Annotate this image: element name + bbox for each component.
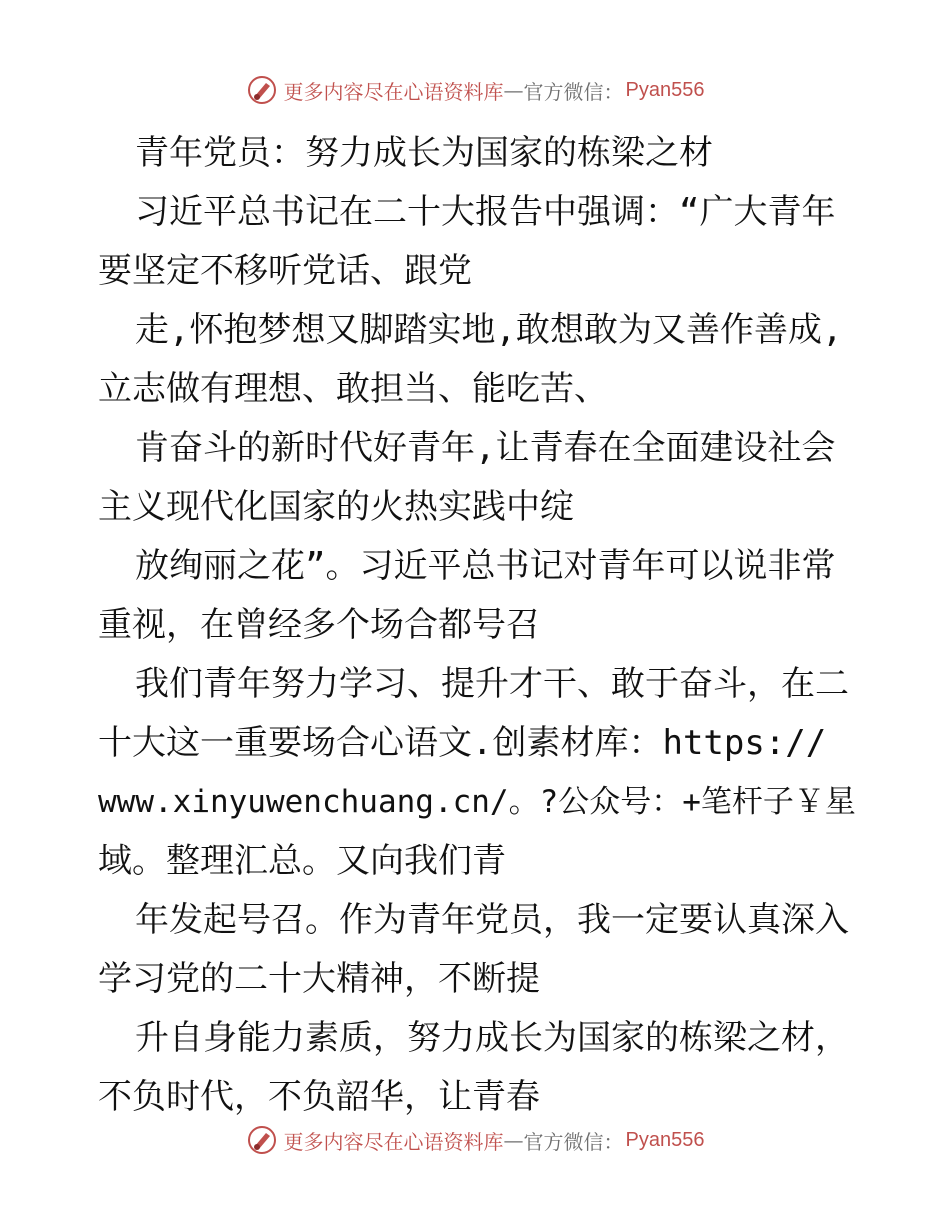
document-body: [98, 124, 858, 1127]
watermark-wechat-id: Pyan556: [625, 78, 705, 101]
text-line: 主义现代化国家的火热实践中绽: [98, 487, 574, 527]
text-line: 域。整理汇总。又向我们青: [98, 841, 506, 881]
text-line: 放绚丽之花”。习近平总书记对青年可以说非常: [135, 546, 836, 586]
watermark-main-text: 更多内容尽在心语资料库: [283, 1129, 504, 1154]
watermark-separator: —: [503, 1128, 524, 1152]
text-line: 青年党员：努力成长为国家的栋梁之材: [135, 133, 713, 173]
text-line: www.xinyuwenchuang.cn/。?公众号：+笔杆子￥星: [98, 784, 856, 820]
footer-watermark: [0, 1120, 950, 1160]
brush-logo-icon: [246, 1124, 278, 1156]
text-line: 升自身能力素质，努力成长为国家的栋梁之材，: [135, 1018, 849, 1058]
text-line: 重视，在曾经多个场合都号召: [98, 605, 540, 645]
watermark-sub-text: 官方微信：: [523, 79, 624, 104]
watermark-wechat-id: Pyan556: [625, 1128, 705, 1151]
text-line: 不负时代，不负韶华，让青春: [98, 1077, 540, 1117]
brush-logo-icon: [246, 74, 278, 106]
text-line: 十大这一重要场合心语文.创素材库：https://: [98, 723, 827, 763]
watermark-main-text: 更多内容尽在心语资料库: [283, 79, 504, 104]
text-line: 习近平总书记在二十大报告中强调：“广大青年: [135, 192, 836, 232]
text-line: 肯奋斗的新时代好青年,让青春在全面建设社会: [135, 428, 836, 468]
text-line: 立志做有理想、敢担当、能吃苦、: [98, 369, 608, 409]
text-line: 学习党的二十大精神，不断提: [98, 959, 540, 999]
watermark-separator: —: [503, 78, 524, 102]
text-line: 要坚定不移听党话、跟党: [98, 251, 472, 291]
watermark-sub-text: 官方微信：: [523, 1129, 624, 1154]
header-watermark: [0, 70, 950, 110]
text-line: 走,怀抱梦想又脚踏实地,敢想敢为又善作善成,: [135, 310, 843, 350]
text-line: 我们青年努力学习、提升才干、敢于奋斗，在二: [135, 664, 849, 704]
text-line: 年发起号召。作为青年党员，我一定要认真深入: [135, 900, 849, 940]
